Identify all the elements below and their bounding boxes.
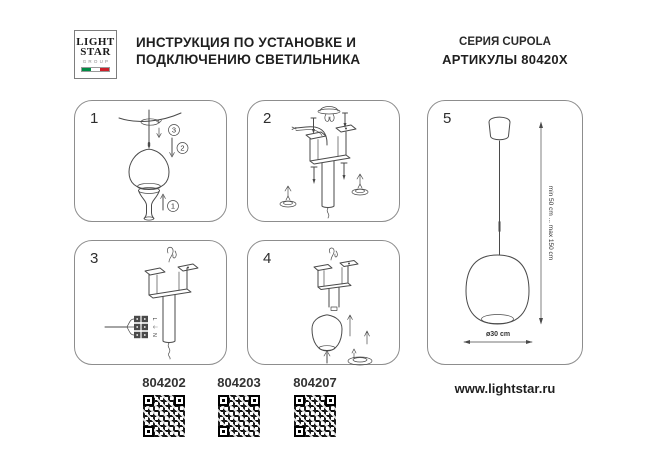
dimensions-panel bbox=[427, 100, 583, 365]
lightstar-logo bbox=[74, 30, 117, 79]
terminal-label-n: N bbox=[151, 333, 157, 337]
terminal-label-l: L bbox=[151, 317, 157, 321]
series-label: СЕРИЯ CUPOLA bbox=[459, 36, 551, 48]
website-url: www.lightstar.ru bbox=[454, 381, 556, 396]
logo-text-star: STAR bbox=[80, 46, 111, 59]
height-dimension-label: min 50 cm ... max 150 cm bbox=[547, 185, 554, 261]
articles-label: АРТИКУЛЫ 80420X bbox=[442, 52, 568, 67]
page-title bbox=[136, 34, 360, 68]
series-block bbox=[425, 36, 585, 67]
step-2-label: 2 bbox=[180, 143, 185, 153]
terminal-block-icon bbox=[105, 316, 158, 338]
logo-text-light: LIGHT bbox=[76, 36, 115, 49]
qr-code-804203 bbox=[218, 395, 260, 437]
qr-code-804202 bbox=[143, 395, 185, 437]
bracket-mounting-diagram bbox=[248, 101, 401, 223]
panel-5-number: 5 bbox=[443, 110, 452, 127]
step-panel-2 bbox=[247, 100, 400, 222]
panel-1-number: 1 bbox=[90, 110, 99, 127]
step-3-label: 3 bbox=[171, 125, 177, 135]
pendant-dimensions-diagram bbox=[428, 101, 584, 366]
wiring-connection-diagram bbox=[75, 241, 228, 366]
shade-attachment-diagram bbox=[248, 241, 401, 366]
page-title-line1: ИНСТРУКЦИЯ ПО УСТАНОВКЕ И bbox=[136, 35, 357, 50]
article-number-1: 804202 bbox=[142, 375, 186, 390]
panel-2-number: 2 bbox=[263, 110, 272, 127]
article-number-2: 804203 bbox=[217, 375, 261, 390]
pendant-assembly-diagram bbox=[75, 101, 228, 223]
page-title-line2: ПОДКЛЮЧЕНИЮ СВЕТИЛЬНИКА bbox=[136, 52, 361, 67]
panel-4-number: 4 bbox=[263, 250, 272, 267]
step-1-label: 1 bbox=[170, 201, 176, 211]
panel-3-number: 3 bbox=[90, 250, 99, 267]
step-panel-1 bbox=[74, 100, 227, 222]
qr-code-804207 bbox=[294, 395, 336, 437]
article-number-3: 804207 bbox=[293, 375, 337, 390]
step-panel-4 bbox=[247, 240, 400, 365]
terminal-label-earth: ⏚ bbox=[151, 324, 157, 330]
logo-text-group: GROUP bbox=[82, 59, 111, 65]
step-panel-3 bbox=[74, 240, 227, 365]
italy-flag-icon bbox=[81, 67, 110, 72]
diameter-dimension-label: ø30 cm bbox=[485, 331, 511, 338]
